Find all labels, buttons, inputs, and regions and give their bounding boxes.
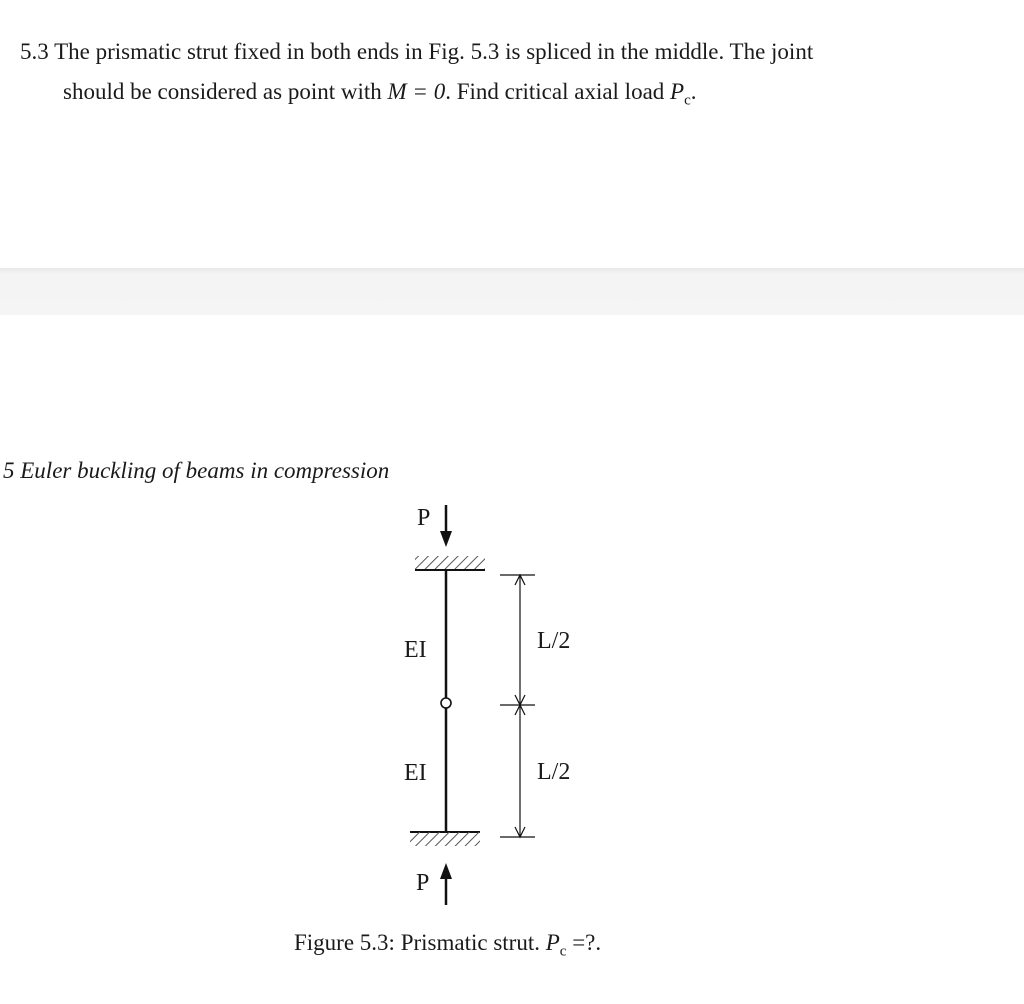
- problem-text-line-2: should be considered as point with: [63, 79, 388, 104]
- stiffness-label-lower: EI: [404, 760, 427, 786]
- load-arrowhead-bottom: [440, 863, 452, 879]
- problem-text-line-1: The prismatic strut fixed in both ends in Fig. 5.3 is spliced in the middle. The joint: [54, 39, 814, 64]
- figure-caption: [294, 930, 601, 961]
- length-label-upper: L/2: [537, 628, 571, 654]
- critical-load-subscript: c: [684, 92, 691, 109]
- strut-diagram: [360, 495, 660, 915]
- problem-text-line-2-mid: . Find critical axial load: [445, 79, 671, 104]
- problem-text-end: .: [690, 79, 697, 104]
- load-arrowhead-top: [440, 531, 452, 547]
- chapter-header: 5 Euler buckling of beams in compression: [3, 458, 390, 483]
- hinge-joint: [441, 698, 451, 708]
- moment-equation: M = 0: [387, 79, 446, 104]
- strut-figure: [360, 495, 660, 915]
- problem-number: 5.3: [20, 39, 49, 64]
- caption-text: Figure 5.3: Prismatic strut.: [294, 930, 546, 955]
- caption-suffix: =?.: [566, 930, 602, 955]
- critical-load-symbol: P: [670, 79, 685, 104]
- caption-variable: P: [545, 930, 560, 955]
- problem-statement: [20, 32, 1010, 121]
- load-label-top: P: [417, 505, 431, 531]
- load-label-bottom: P: [416, 870, 430, 896]
- fixed-support-top: [415, 556, 485, 570]
- length-label-lower: L/2: [537, 759, 571, 785]
- page-separator: [0, 268, 1024, 315]
- caption-subscript: c: [559, 943, 567, 960]
- dimension-line: [500, 575, 535, 837]
- problem-line-1: [20, 32, 1010, 72]
- stiffness-label-upper: EI: [404, 637, 427, 663]
- problem-line-2: [20, 72, 1010, 121]
- fixed-support-bottom: [410, 832, 480, 846]
